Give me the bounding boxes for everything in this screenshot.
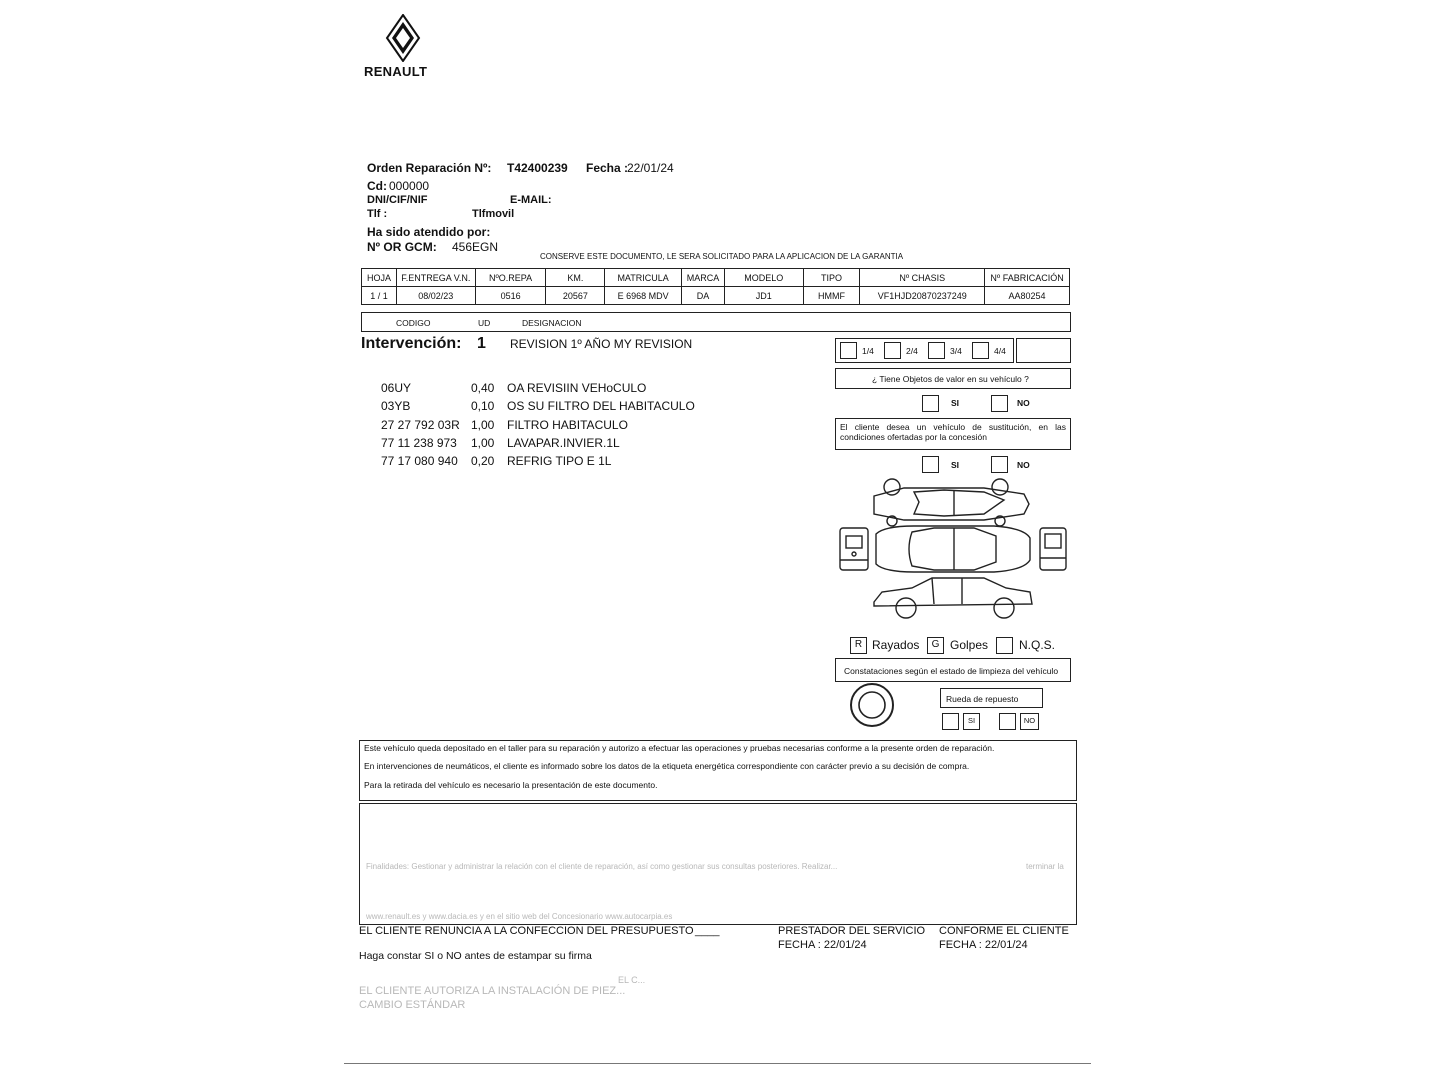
warranty-notice: CONSERVE ESTE DOCUMENTO, LE SERA SOLICITADO PARA LA APLICACION DE LA GARANTIA [540,252,904,261]
item-desc: OA REVISIIN VEHoCULO [507,381,647,395]
th-km: KM. [546,269,605,287]
th-fabricacion: Nº FABRICACIÓN [985,269,1070,287]
cd-value: 000000 [389,179,430,193]
item-qty: 1,00 [471,436,495,450]
fuel-label-2: 2/4 [906,346,918,356]
cleanliness-text: Constataciones según el estado de limpieza del vehículo [844,666,1059,676]
spare-wheel-label: Rueda de repuesto [946,694,1019,704]
footer-faded-1: EL CLIENTE AUTORIZA LA INSTALACIÓN DE PIEZ... [359,985,626,997]
legal-box [359,740,1077,801]
vehicle-table-row [362,287,1070,305]
valuables-question-box [835,368,1071,389]
car-side-view-icon [874,578,1032,618]
td-fabricacion: AA80254 [985,287,1070,305]
or-gcm-value: 456EGN [452,240,499,254]
th-matricula: MATRICULA [605,269,682,287]
rayados-key: R [854,639,863,650]
car-top-view-icon [874,479,1029,526]
tlf-label: Tlf : [367,208,388,220]
spare-wheel-icon [849,682,895,728]
valuables-question: ¿ Tiene Objetos de valor en su vehículo ? [872,374,1029,384]
intervention-title: REVISION 1º AÑO MY REVISION [510,337,693,351]
td-km: 20567 [546,287,605,305]
spare-no-label: NO [1023,716,1036,725]
th-fentrega: F.ENTREGA V.N. [396,269,475,287]
col-ud: UD [478,318,491,328]
renuncia-text: EL CLIENTE RENUNCIA A LA CONFECCION DEL PRESUPUESTO [359,925,694,937]
renault-diamond-icon [385,14,421,62]
bottom-rule [344,1063,1091,1064]
privacy-faded-line: Finalidades: Gestionar y administrar la relación con el cliente de reparación, así como gestionar sus consultas posteriores. Realizar... [366,862,838,871]
car-front-view-icon [840,528,868,570]
golpes-key-box [927,637,944,654]
fuel-checkbox-4[interactable] [972,342,989,359]
fecha-value: 22/01/24 [627,161,674,175]
nqs-label: N.Q.S. [1019,638,1056,652]
privacy-box [359,803,1077,925]
td-matricula: E 6968 MDV [605,287,682,305]
valuables-si-checkbox[interactable] [922,395,939,412]
item-desc: REFRIG TIPO E 1L [507,454,612,468]
footer-faded-3: EL C... [618,975,646,985]
intervention-label: Intervención: [361,335,462,352]
fuel-extra-box [1016,338,1071,363]
substitution-si-checkbox[interactable] [922,456,939,473]
car-plan-view-icon [876,526,1030,572]
brand-name: RENAULT [364,64,428,79]
col-designacion: DESIGNACION [522,318,582,328]
fuel-checkbox-3[interactable] [928,342,945,359]
haga-constar-text: Haga constar SI o NO antes de estampar su firma [359,950,592,962]
privacy-faded-end: terminar la [1026,862,1064,871]
vehicle-table-header-row [362,269,1070,287]
vehicle-table [361,268,1070,305]
footer-faded-2: CAMBIO ESTÁNDAR [359,999,466,1011]
renuncia-blank: ____ [695,925,720,937]
td-modelo: JD1 [724,287,803,305]
prestador-label: PRESTADOR DEL SERVICIO [778,925,926,937]
td-norepa: 0516 [475,287,546,305]
golpes-label: Golpes [950,638,989,652]
substitution-no-label: NO [1017,460,1030,470]
spare-wheel-label-box [940,688,1043,708]
prestador-fecha: FECHA : 22/01/24 [778,939,867,951]
item-code: 03YB [381,399,411,413]
th-tipo: TIPO [803,269,860,287]
email-label: E-MAIL: [510,194,552,206]
spare-no-checkbox[interactable] [999,713,1016,730]
th-chasis: Nº CHASIS [860,269,985,287]
substitution-si-label: SI [951,460,960,470]
car-rear-view-icon [1040,528,1066,570]
item-qty: 1,00 [471,418,495,432]
intervention-number: 1 [477,335,486,352]
or-gcm-label: Nº OR GCM: [367,240,437,254]
fuel-label-4: 4/4 [994,346,1006,356]
conforme-fecha: FECHA : 22/01/24 [939,939,1028,951]
item-desc: FILTRO HABITACULO [507,418,628,432]
dni-label: DNI/CIF/NIF [367,194,428,206]
fuel-checkbox-1[interactable] [840,342,857,359]
item-code: 77 17 080 940 [381,454,458,468]
valuables-no-label: NO [1017,398,1030,408]
fecha-label: Fecha : [586,161,629,175]
item-qty: 0,40 [471,381,495,395]
spare-si-checkbox[interactable] [942,713,959,730]
legal-p2: En intervenciones de neumáticos, el cliente es informado sobre los datos de la etiqueta energética correspondiente con carácter previo a su decisión de compra. [364,761,970,771]
lines-header-bar [361,312,1071,332]
item-code: 77 11 238 973 [381,436,457,450]
td-fentrega: 08/02/23 [396,287,475,305]
item-code: 27 27 792 03R [381,418,460,432]
td-chasis: VF1HJD20870237249 [860,287,985,305]
spare-si-label-box [963,713,980,730]
item-qty: 0,10 [471,399,495,413]
conforme-label: CONFORME EL CLIENTE [939,925,1069,937]
th-norepa: NºO.REPA [475,269,546,287]
td-hoja: 1 / 1 [362,287,397,305]
car-damage-diagram[interactable] [834,474,1074,626]
orden-label: Orden Reparación Nº: [367,161,492,175]
substitution-no-checkbox[interactable] [991,456,1008,473]
col-codigo: CODIGO [396,318,431,328]
th-hoja: HOJA [362,269,397,287]
th-modelo: MODELO [724,269,803,287]
fuel-label-3: 3/4 [950,346,962,356]
item-desc: LAVAPAR.INVIER.1L [507,436,620,450]
item-desc: OS SU FILTRO DEL HABITACULO [507,399,695,413]
spare-no-label-box [1020,713,1039,730]
legal-p1: Este vehículo queda depositado en el taller para su reparación y autorizo a efectuar las operaciones y pruebas necesarias conforme a la presente orden de reparación. [364,743,995,753]
renault-logo [364,12,440,79]
cd-label: Cd: [367,179,387,193]
legal-p3: Para la retirada del vehículo es necesario la presentación de este documento. [364,780,658,790]
valuables-si-label: SI [951,398,960,408]
privacy-faded-links: www.renault.es y www.dacia.es y en el sitio web del Concesionario www.autocarpia.es [366,912,673,921]
substitution-box [835,418,1071,450]
fuel-level-box [835,338,1014,363]
th-marca: MARCA [682,269,725,287]
atendido-label: Ha sido atendido por: [367,225,491,239]
cleanliness-box [835,658,1071,682]
golpes-key: G [931,639,940,650]
substitution-text: El cliente desea un vehículo de sustitución, en las condiciones ofertadas por la concesión [840,422,1066,442]
orden-value: T42400239 [507,161,568,175]
valuables-no-checkbox[interactable] [991,395,1008,412]
fuel-checkbox-2[interactable] [884,342,901,359]
fuel-label-1: 1/4 [862,346,874,356]
td-marca: DA [682,287,725,305]
item-code: 06UY [381,381,412,395]
rayados-label: Rayados [872,638,920,652]
spare-si-label: SI [967,716,976,725]
rayados-key-box [850,637,867,654]
nqs-checkbox[interactable] [996,637,1013,654]
tlfmovil-label: Tlfmovil [472,208,515,220]
item-qty: 0,20 [471,454,495,468]
td-tipo: HMMF [803,287,860,305]
